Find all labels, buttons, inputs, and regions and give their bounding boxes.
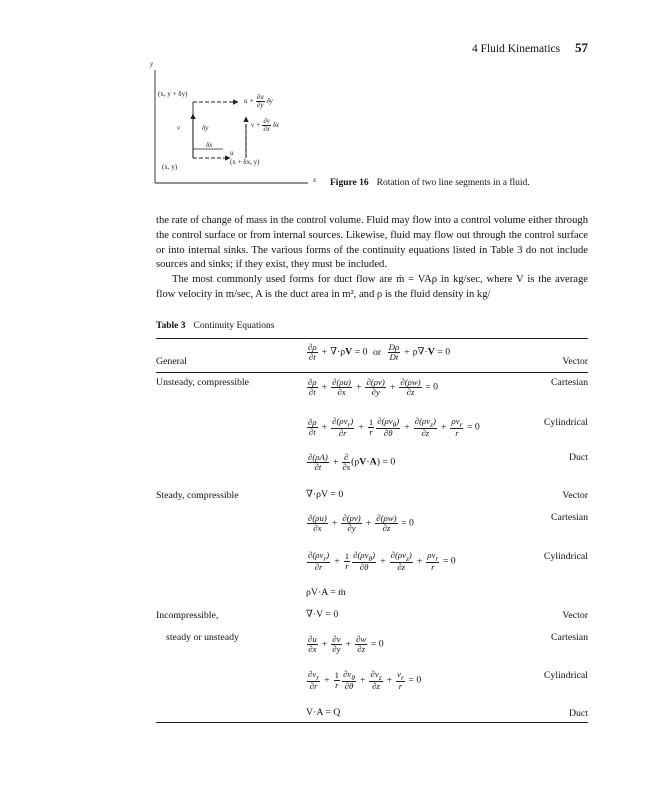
table-caption: [156, 321, 275, 331]
y-axis-label: y: [150, 60, 154, 68]
form-unsteady-cartesian: Cartesian: [551, 377, 588, 388]
running-header: [0, 40, 588, 56]
form-steady-cartesian: Cartesian: [551, 512, 588, 523]
form-incomp-vector: Vector: [562, 610, 588, 621]
equation-general: $\frac{\partial\rho}{\partial t}$ + ∇·ρV = 0 or $\frac{D\rho}{Dt}$ + ρ∇·V = 0: [308, 342, 451, 362]
page-number: 57: [575, 40, 588, 55]
form-incomp-duct: Duct: [568, 708, 588, 719]
right-velocity-label: v + $\frac{\partial v}{\partial x}$ δx: [251, 117, 280, 133]
category-steady-or-unsteady: steady or unsteady: [166, 632, 239, 643]
equation-incomp-duct: V·A = Q: [306, 707, 341, 718]
equation-steady-cartesian: $\frac{\partial(\rho u)}{\partial x}$ + $\frac{\partial(\rho v)}{\partial y}$ + $\frac{\partial(\rho w)}{\partial z}$ = 0: [308, 513, 414, 533]
body-text: [156, 214, 588, 303]
x-axis-label: x: [313, 176, 317, 184]
category-incompressible: Incompressible,: [156, 610, 219, 621]
paragraph-1: the rate of change of mass in the control volume. Fluid may flow into a control volume either through the control surface or from internal sources. Likewise, fluid may flow out through the control surface or into internal sinks. The various forms of the continuity equations listed in Table 3 do not include sources and sinks; if they exist, they must be included.: [156, 215, 588, 271]
figure-caption: [330, 178, 530, 188]
corner-top-left-label: (x, y + δy): [158, 90, 188, 98]
table-header-rule: [156, 372, 588, 373]
equation-unsteady-duct: $\frac{\partial(\rho A)}{\partial t}$ + $\frac{\partial}{\partial s}$ (ρV·A) = 0: [308, 452, 396, 472]
form-incomp-cartesian: Cartesian: [551, 632, 588, 643]
category-general: General: [156, 356, 188, 367]
table-caption-label: Table 3: [156, 321, 186, 331]
table-top-rule: [156, 338, 588, 339]
equation-incomp-vector: ∇·V = 0: [306, 609, 339, 620]
form-unsteady-cylindrical: Cylindrical: [543, 417, 588, 428]
category-unsteady-compressible: Unsteady, compressible: [156, 377, 249, 388]
category-steady-compressible: Steady, compressible: [156, 490, 239, 501]
equation-steady-duct: ρV·A = ṁ: [306, 587, 346, 598]
bottom-velocity-label: u: [230, 149, 234, 157]
left-dy-label: δy: [202, 124, 209, 132]
figure-caption-text: Rotation of two line segments in a fluid.: [376, 178, 530, 188]
equation-unsteady-cartesian: $\frac{\partial\rho}{\partial t}$ + $\frac{\partial(\rho u)}{\partial x}$ + $\frac{\partial(\rho v)}{\partial y}$ + $\frac{\partial(\rho w)}{\partial z}$ = 0: [308, 377, 438, 397]
corner-bottom-left-label: (x, y): [162, 163, 178, 171]
corner-bottom-right-label: (x + δx, y): [230, 158, 260, 166]
left-velocity-label: v: [177, 124, 181, 132]
form-steady-cylindrical: Cylindrical: [543, 551, 588, 562]
form-steady-vector: Vector: [562, 490, 588, 501]
inner-dx-label: δx: [206, 141, 213, 149]
form-general-vector: Vector: [562, 356, 588, 367]
chapter-title: 4 Fluid Kinematics: [471, 43, 561, 55]
form-unsteady-duct: Duct: [568, 452, 588, 463]
table-bottom-rule: [156, 722, 588, 723]
paragraph-2: The most commonly used forms for duct flow are ṁ = VAρ in kg/sec, where V is the average flow velocity in m/sec, A is the duct area in m², and ρ is the fluid density in kg/: [156, 274, 588, 300]
equation-unsteady-cylindrical: $\frac{\partial\rho}{\partial t}$ + $\frac{\partial(\rho v_r)}{\partial r}$ + $\frac{1}{r}$ $\frac{\partial(\rho v_\theta)}{\partial\theta}$ + $\frac{\partial(\rho v_z)}{\partial z}$ + $\frac{\rho v_r}{r}$ = 0: [308, 416, 480, 439]
figure-caption-label: Figure 16: [330, 178, 369, 188]
equation-incomp-cylindrical: $\frac{\partial v_r}{\partial r}$ + $\frac{1}{r}$ $\frac{\partial v_\theta}{\partial\theta}$ + $\frac{\partial v_z}{\partial z}$ + $\frac{v_r}{r}$ = 0: [308, 669, 422, 692]
figure-16-drawing: [148, 62, 448, 192]
top-velocity-label: u + $\frac{\partial u}{\partial y}$ δy: [244, 93, 273, 109]
equation-steady-cylindrical: $\frac{\partial(\rho v_r)}{\partial r}$ + $\frac{1}{r}$ $\frac{\partial(\rho v_\theta)}{\partial\theta}$ + $\frac{\partial(\rho v_z)}{\partial z}$ + $\frac{\rho v_r}{r}$ = 0: [308, 550, 456, 573]
form-incomp-cylindrical: Cylindrical: [543, 670, 588, 681]
figure-16: [148, 62, 448, 192]
equation-steady-vector: ∇·ρV = 0: [306, 489, 344, 500]
table-caption-title: Continuity Equations: [193, 321, 275, 331]
equation-incomp-cartesian: $\frac{\partial u}{\partial x}$ + $\frac{\partial v}{\partial y}$ + $\frac{\partial w}{\partial z}$ = 0: [308, 634, 384, 654]
